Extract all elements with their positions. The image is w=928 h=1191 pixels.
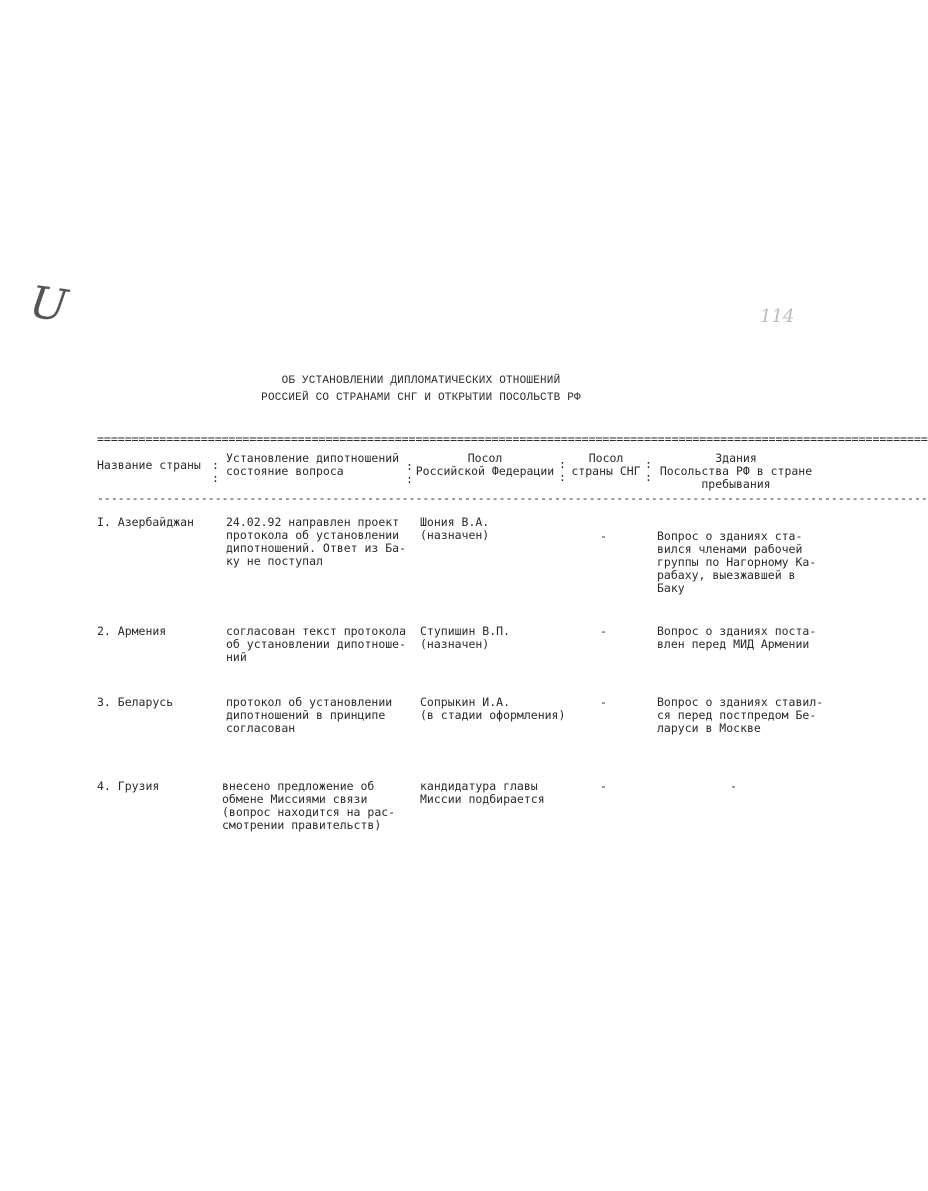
row-relations: согласован текст протокола об установлении дипотноше- ний xyxy=(226,624,407,664)
row-country: I. Азербайджан xyxy=(97,515,194,529)
header-separator-3: : : xyxy=(559,457,566,484)
row-ambassador-cis: - xyxy=(600,529,607,543)
header-buildings: Здания Посольства РФ в стране пребывания xyxy=(659,451,813,491)
row-buildings: - xyxy=(730,779,737,793)
document-title-line-1: ОБ УСТАНОВЛЕНИИ ДИПЛОМАТИЧЕСКИХ ОТНОШЕНИЙ xyxy=(281,375,561,387)
row-country: 3. Беларусь xyxy=(97,695,174,709)
row-country: 2. Армения xyxy=(97,624,167,638)
table-top-rule: ======================================================================================================================== xyxy=(97,432,928,446)
header-relations: Установление дипотношений состояние вопроса xyxy=(226,451,400,478)
header-separator-1: : : xyxy=(212,458,219,485)
row-ambassador-rf: Ступишин В.П. (назначен) xyxy=(420,624,511,651)
row-relations: внесено предложение об обмене Миссиями связи (вопрос находится на рас- смотрении правительств) xyxy=(222,779,396,832)
row-ambassador-cis: - xyxy=(600,624,607,638)
document-title-line-2: РОССИЕЙ СО СТРАНАМИ СНГ И ОТКРЫТИИ ПОСОЛЬСТВ РФ xyxy=(261,392,581,404)
row-buildings: Вопрос о зданиях поста- влен перед МИД Армении xyxy=(657,624,817,651)
row-ambassador-cis: - xyxy=(600,779,607,793)
header-ambassador-cis: Посол страны СНГ xyxy=(571,451,641,478)
row-ambassador-rf: Сопрыкин И.А. (в стадии оформления) xyxy=(420,695,566,722)
header-ambassador-rf: Посол Российской Федерации xyxy=(415,451,555,478)
row-ambassador-rf: кандидатура главы Миссии подбирается xyxy=(420,779,545,806)
row-relations: 24.02.92 направлен проект протокола об установлении дипотношений. Ответ из Ба- ку не поступал xyxy=(226,515,407,568)
row-relations: протокол об установлении дипотношений в принципе согласован xyxy=(226,695,393,735)
handwritten-mark: U xyxy=(26,276,71,333)
page-number-mark: 114 xyxy=(760,306,795,327)
header-separator-2: : : xyxy=(406,459,413,486)
header-separator-4: : : xyxy=(645,457,652,484)
row-buildings: Вопрос о зданиях ста- вился членами рабочей группы по Нагорному Ка- рабаху, выезжавшей в Баку xyxy=(657,529,817,595)
row-ambassador-cis: - xyxy=(600,695,607,709)
row-country: 4. Грузия xyxy=(97,779,160,793)
row-ambassador-rf: Шония В.А. (назначен) xyxy=(420,515,490,542)
row-buildings: Вопрос о зданиях ставил- ся перед постпредом Бе- ларуси в Москве xyxy=(657,695,824,735)
header-country: Название страны xyxy=(97,458,201,472)
table-header-rule: ------------------------------------------------------------------------------------------------------------------------ xyxy=(97,491,928,505)
